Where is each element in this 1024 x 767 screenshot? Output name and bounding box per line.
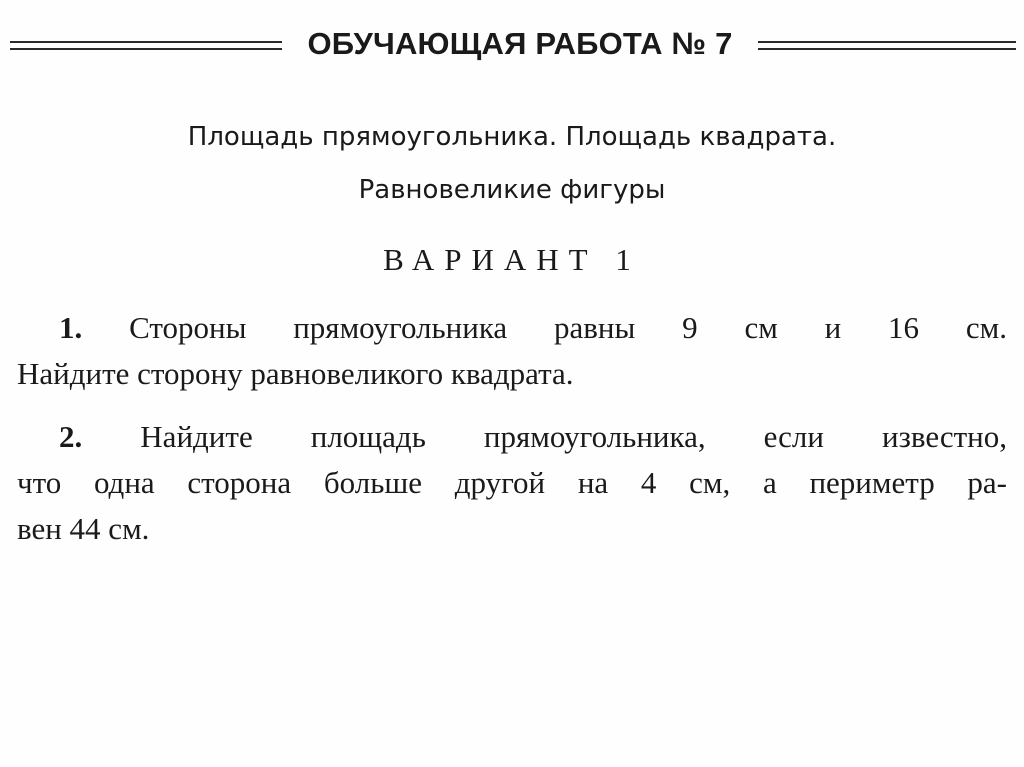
task-1-text-line-2: Найдите сторону равновеликого квадрата.	[17, 356, 574, 391]
task-2-line-1	[17, 414, 1007, 460]
variant-heading: ВАРИАНТ 1	[383, 242, 641, 277]
task-2-line-3	[17, 506, 1007, 552]
header	[0, 22, 1024, 66]
task-2-text-line-1: Найдите площадь прямоугольника, если известно,	[140, 419, 1008, 454]
task-2-text-line-2: что одна сторона больше другой на 4 см, а периметр ра-	[17, 465, 1007, 500]
header-rule-left	[10, 41, 282, 50]
task-2-line-2	[17, 460, 1007, 506]
topic-title-line-1: Площадь прямоугольника. Площадь квадрата.	[187, 122, 837, 152]
topic-title-line-2: Равновеликие фигуры	[358, 175, 666, 205]
page-title: ОБУЧАЮЩАЯ РАБОТА № 7	[307, 26, 733, 61]
task-1-text-line-1: Стороны прямоугольника равны 9 см и 16 см.	[129, 310, 1007, 345]
task-1-number: 1.	[59, 310, 83, 345]
task-1-line-1	[17, 305, 1007, 351]
header-rule-right	[758, 41, 1016, 50]
task-2-number: 2.	[59, 419, 83, 454]
task-2	[17, 414, 1007, 552]
task-1	[17, 305, 1007, 397]
task-1-line-2	[17, 351, 1007, 397]
task-2-text-line-3: вен 44 см.	[17, 511, 150, 546]
